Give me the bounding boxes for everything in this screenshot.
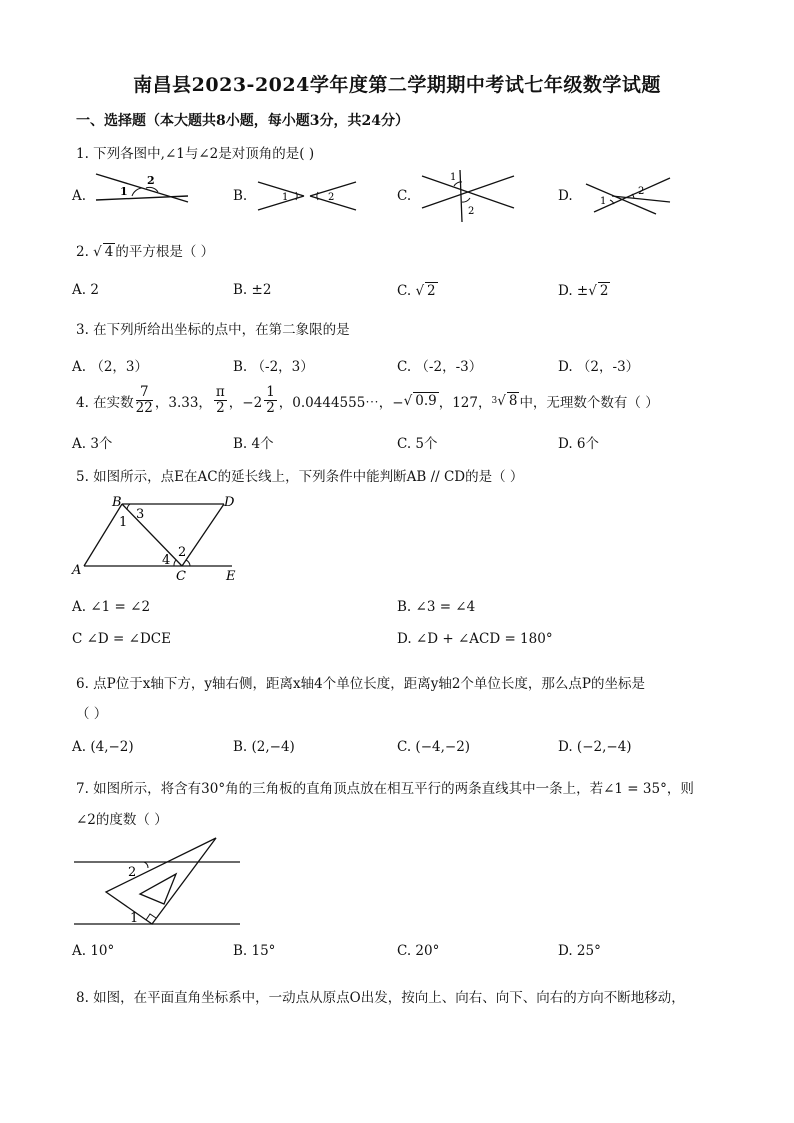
q7-figure	[72, 834, 244, 930]
q1-option-c-label: C.	[397, 188, 412, 204]
q7-option-d: D. 25°	[558, 943, 601, 959]
fraction-1-2: $\frac{1}{2}$	[266, 384, 275, 416]
q3-option-d: D. （2，-3）	[558, 359, 640, 375]
svg-text:1: 1	[450, 172, 457, 183]
q1-option-d-label: D.	[558, 188, 573, 204]
svg-text:C: C	[176, 569, 186, 584]
q4-option-a: A. 3个	[72, 436, 113, 452]
q4-option-b: B. 4个	[233, 436, 274, 452]
q6-option-c: C. (−4,−2)	[397, 739, 471, 755]
svg-text:2: 2	[638, 186, 645, 197]
fraction-pi-2: $\frac{\pi}{2}$	[215, 384, 225, 416]
question-2-stem: 2. √ 4 的平方根是（ ）	[76, 244, 215, 260]
q5-option-a: A. ∠1 = ∠2	[72, 599, 151, 615]
q1-figure-c	[418, 168, 518, 224]
svg-text:3: 3	[136, 507, 145, 522]
q2-option-a: A. 2	[72, 282, 99, 298]
q5-option-b: B. ∠3 = ∠4	[397, 599, 476, 615]
svg-text:1: 1	[120, 185, 128, 198]
svg-text:2: 2	[178, 545, 187, 560]
svg-text:2: 2	[147, 174, 155, 187]
question-1-stem: 1. 下列各图中,∠1与∠2是对顶角的是( )	[76, 146, 315, 162]
question-7-stem: 7. 如图所示，将含有30°角的三角板的直角顶点放在相互平行的两条直线其中一条上，若∠1 = 35°，则	[76, 781, 694, 797]
q2-radicand: 4	[104, 244, 114, 260]
q3-option-b: B. （-2，3）	[233, 359, 314, 375]
q1-option-a-label: A.	[72, 188, 87, 204]
q1-figure-d	[584, 176, 674, 218]
question-3-stem: 3. 在下列所给出坐标的点中，在第二象限的是	[76, 322, 350, 338]
question-5-stem: 5. 如图所示，点E在AC的延长线上，下列条件中能判断AB // CD的是（ ）	[76, 469, 524, 485]
question-4-stem: 4. 在实数 $\frac{7}{22}$ ，3.33， $\frac{\pi}{2}$ ，−2 $\frac{1}{2}$ ，0.0444555⋯，− √ 0.9 ，127， 3 √ 8 中，无理数个数有（ ）	[76, 384, 659, 416]
svg-text:1: 1	[119, 515, 128, 530]
q6-option-b: B. (2,−4)	[233, 739, 295, 755]
q1-option-b-label: B.	[233, 188, 248, 204]
q1-figure-a	[92, 170, 192, 220]
svg-text:1: 1	[130, 911, 139, 926]
svg-text:2: 2	[328, 192, 335, 203]
q2-option-c: C. √ 2	[397, 283, 436, 299]
svg-text:1: 1	[600, 196, 607, 207]
q1-figure-b	[256, 178, 360, 214]
q6-option-a: A. (4,−2)	[72, 739, 134, 755]
q2-option-b: B. ±2	[233, 282, 272, 298]
svg-text:B: B	[112, 495, 122, 510]
q6-option-d: D. (−2,−4)	[558, 739, 632, 755]
question-6-stem-2: （ ）	[76, 706, 108, 722]
q5-option-d: D. ∠D + ∠ACD = 180°	[397, 631, 553, 647]
q3-option-c: C. （-2，-3）	[397, 359, 483, 375]
svg-text:A: A	[72, 563, 82, 578]
question-6-stem: 6. 点P位于x轴下方，y轴右侧，距离x轴4个单位长度，距离y轴2个单位长度，那么点P的坐标是	[76, 676, 645, 692]
q5-option-c: C ∠D = ∠DCE	[72, 631, 171, 647]
fraction-7-22: $\frac{7}{22}$	[135, 384, 153, 416]
question-8-stem: 8. 如图，在平面直角坐标系中，一动点从原点O出发，按向上、向右、向下、向右的方向不断地移动，	[76, 990, 685, 1006]
q3-option-a: A. （2，3）	[72, 359, 149, 375]
question-7-stem-2: ∠2的度数（ ）	[76, 812, 168, 828]
q7-option-a: A. 10°	[72, 943, 115, 959]
svg-text:1: 1	[282, 192, 289, 203]
svg-text:2: 2	[128, 865, 137, 880]
svg-text:4: 4	[162, 553, 171, 568]
svg-text:D: D	[224, 495, 235, 510]
q4-option-c: C. 5个	[397, 436, 438, 452]
q7-option-b: B. 15°	[233, 943, 276, 959]
q2-option-d: D. ±√ 2	[558, 283, 609, 299]
svg-text:2: 2	[468, 206, 475, 217]
q7-option-c: C. 20°	[397, 943, 440, 959]
q4-option-d: D. 6个	[558, 436, 600, 452]
svg-text:E: E	[226, 569, 236, 584]
section-heading: 一、选择题（本大题共8小题，每小题3分，共24分）	[76, 113, 409, 129]
page-title: 南昌县2023-2024学年度第二学期期中考试七年级数学试题	[133, 74, 661, 96]
q5-figure	[72, 494, 252, 586]
